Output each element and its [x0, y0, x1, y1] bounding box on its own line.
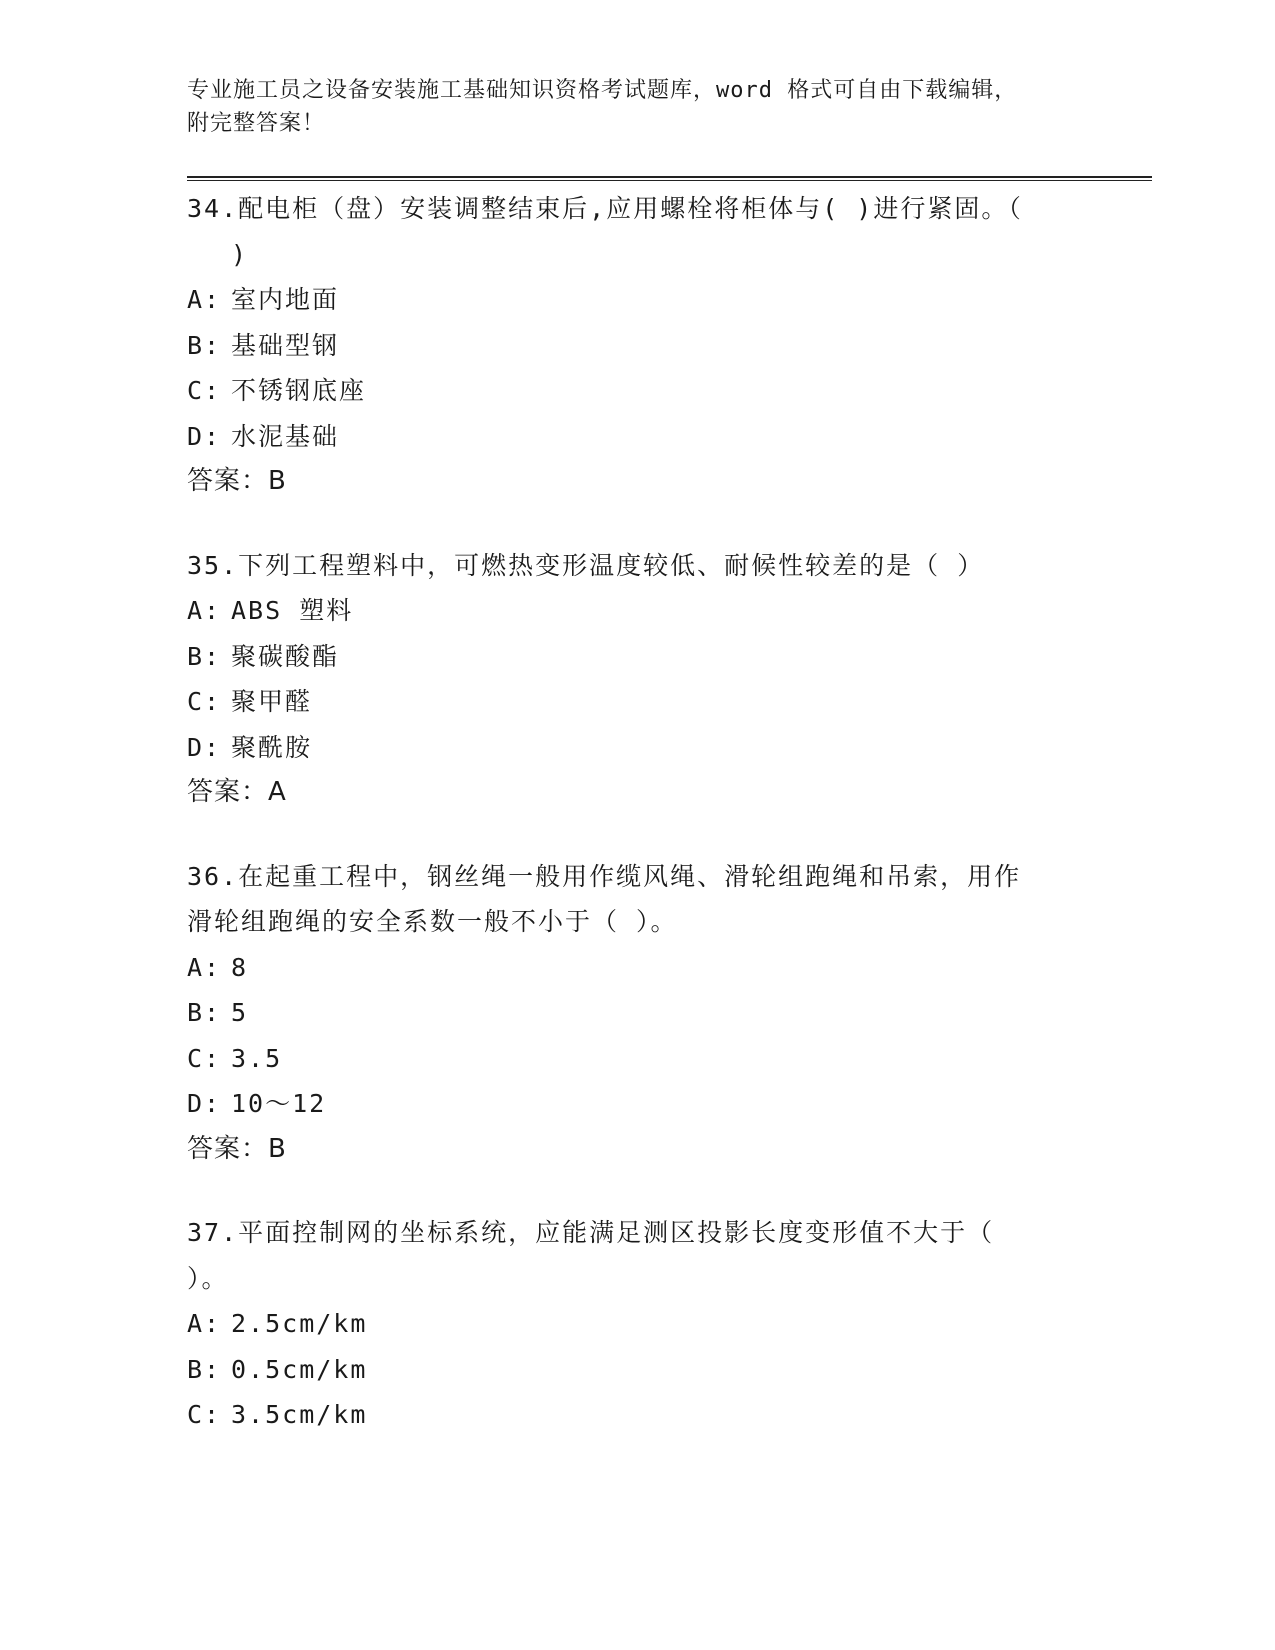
option-text: 8 — [231, 952, 249, 982]
option-b — [187, 1347, 1152, 1393]
option-text: 不锈钢底座 — [231, 376, 367, 405]
option-text: 水泥基础 — [231, 421, 340, 451]
option-a — [187, 1301, 1152, 1347]
document-header — [187, 74, 1087, 140]
option-text: 10～12 — [231, 1089, 327, 1118]
option-text: 基础型钢 — [231, 330, 340, 360]
question-stem-line: 36.在起重工程中，钢丝绳一般用作缆风绳、滑轮组跑绳和吊索，用作 — [187, 861, 1022, 891]
header-line-2: 附完整答案！ — [187, 111, 326, 136]
option-key: C: — [187, 376, 222, 405]
option-b — [187, 990, 1152, 1036]
header-divider — [187, 176, 1152, 181]
option-c — [187, 679, 1152, 725]
option-key: C: — [187, 687, 222, 716]
question-stem — [187, 854, 1152, 945]
option-text: 3.5 — [231, 1043, 283, 1073]
option-c — [187, 1392, 1152, 1438]
question-stem — [187, 186, 1152, 277]
option-text: 聚酰胺 — [231, 732, 313, 762]
option-key: B: — [187, 998, 222, 1027]
option-text: 5 — [231, 998, 249, 1027]
question-stem — [187, 1210, 1152, 1301]
option-b — [187, 323, 1152, 369]
question-37 — [187, 1210, 1152, 1438]
question-stem-line: 35.下列工程塑料中，可燃热变形温度较低、耐候性较差的是（ ） — [187, 550, 985, 580]
answer-line: 答案：A — [187, 777, 287, 807]
option-key: A: — [187, 952, 222, 982]
option-key: A: — [187, 285, 222, 314]
option-key: A: — [187, 1309, 222, 1338]
option-key: A: — [187, 596, 222, 625]
answer-line: 答案：B — [187, 1133, 287, 1164]
option-key: B: — [187, 330, 222, 360]
option-c — [187, 1036, 1152, 1082]
question-stem — [187, 543, 1152, 589]
option-text: 聚甲醛 — [231, 687, 313, 716]
question-stem-line: ）。 — [187, 1263, 229, 1293]
question-stem-line: ) — [231, 239, 249, 269]
question-35 — [187, 543, 1152, 816]
question-34 — [187, 186, 1152, 505]
option-key: C: — [187, 1043, 222, 1073]
option-key: C: — [187, 1400, 222, 1429]
option-key: D: — [187, 421, 222, 451]
option-d — [187, 725, 1152, 771]
option-c — [187, 368, 1152, 414]
option-key: B: — [187, 641, 222, 671]
option-key: D: — [187, 732, 222, 762]
option-a — [187, 945, 1152, 991]
option-d — [187, 1081, 1152, 1127]
option-text: 3.5cm/km — [231, 1400, 368, 1429]
option-d — [187, 414, 1152, 460]
option-key: B: — [187, 1354, 222, 1384]
answer-line: 答案：B — [187, 466, 287, 496]
option-text: ABS 塑料 — [231, 596, 354, 625]
option-a — [187, 588, 1152, 634]
option-text: 2.5cm/km — [231, 1309, 368, 1338]
option-text: 室内地面 — [231, 285, 340, 314]
option-key: D: — [187, 1089, 222, 1118]
question-stem-line: 37.平面控制网的坐标系统，应能满足测区投影长度变形值不大于（ — [187, 1218, 995, 1247]
option-text: 聚碳酸酯 — [231, 641, 340, 671]
question-36 — [187, 854, 1152, 1173]
question-stem-line: 滑轮组跑绳的安全系数一般不小于（ ）。 — [187, 907, 678, 936]
option-a — [187, 277, 1152, 323]
question-stem-line: 34.配电柜（盘）安装调整结束后,应用螺栓将柜体与( )进行紧固。（ — [187, 194, 1023, 223]
question-list — [187, 186, 1152, 1476]
header-line-1: 专业施工员之设备安装施工基础知识资格考试题库，word 格式可自由下载编辑， — [187, 78, 1018, 103]
option-text: 0.5cm/km — [231, 1354, 368, 1384]
option-b — [187, 634, 1152, 680]
